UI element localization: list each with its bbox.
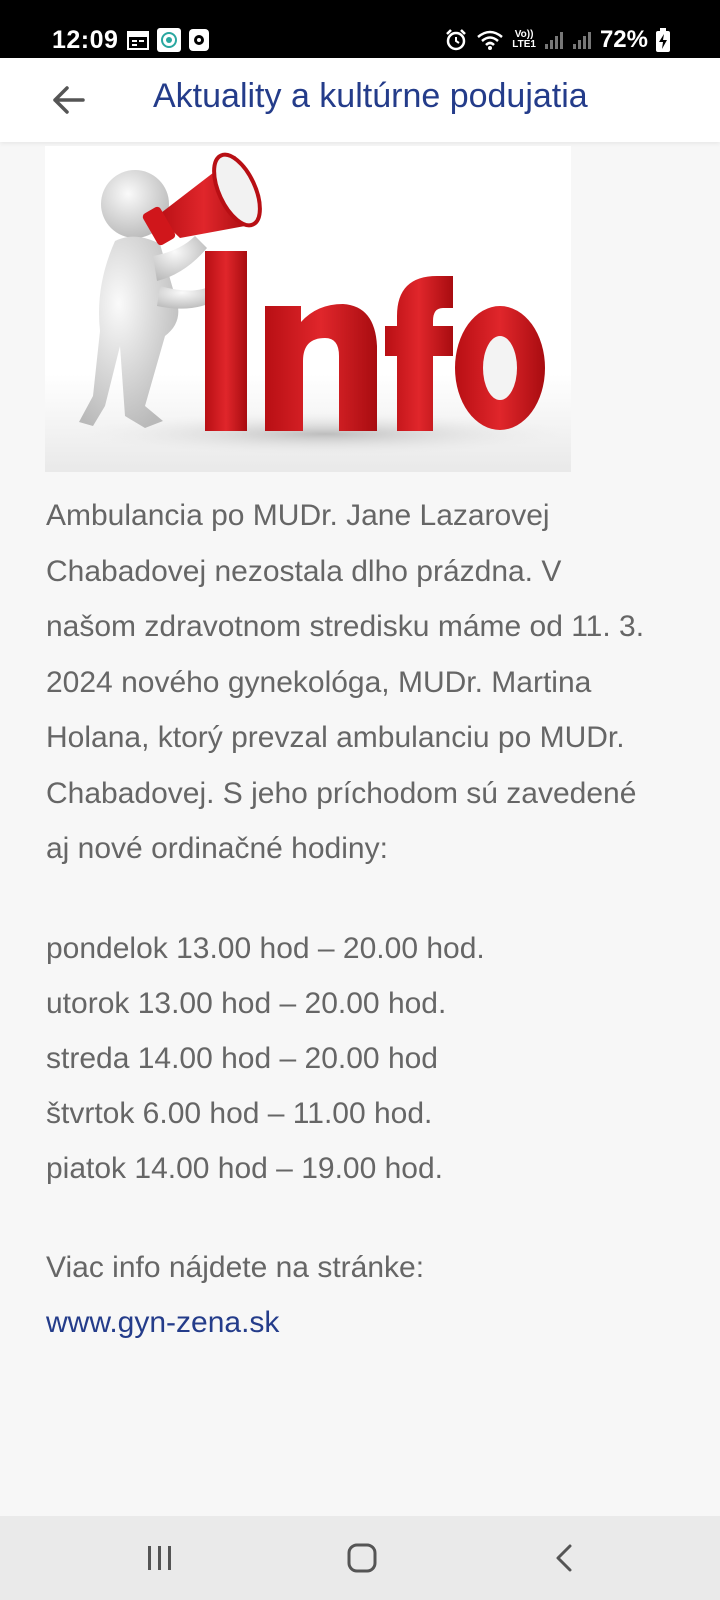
page-title: Aktuality a kultúrne podujatia xyxy=(153,77,588,115)
alarm-icon xyxy=(444,28,468,52)
calendar-icon xyxy=(127,30,149,50)
notification-icons xyxy=(127,28,209,52)
status-bar xyxy=(0,0,720,58)
info-hero-image xyxy=(45,146,571,472)
more-info-section xyxy=(46,1240,686,1351)
website-link[interactable]: www.gyn-zena.sk xyxy=(46,1306,280,1339)
recent-apps-icon xyxy=(145,1544,175,1572)
media-notification-icon xyxy=(189,29,209,51)
status-right xyxy=(444,26,670,54)
signal-icon-sim2 xyxy=(572,30,592,50)
article-paragraph: Ambulancia po MUDr. Jane Lazarovej Chabadovej nezostala dlho prázdna. V našom zdravotnom stredisku máme od 11. 3. 2024 nového gynekológa, MUDr. Martina Holana, ktorý prevzal ambulanciu po MUDr. Chabadovej. S jeho príchodom sú zavedené aj nové ordinačné hodiny: xyxy=(46,499,645,865)
office-hours-list xyxy=(46,921,686,1196)
lte-label: LTE1 xyxy=(512,39,536,50)
more-info-text: Viac info nájdete na stránke: xyxy=(46,1250,425,1284)
arrow-left-icon xyxy=(51,85,85,115)
home-button[interactable] xyxy=(332,1536,392,1580)
megaphone-figure-info-illustration xyxy=(45,146,571,472)
chevron-left-icon xyxy=(552,1543,576,1573)
battery-charging-icon xyxy=(656,28,670,52)
lte-indicator xyxy=(512,30,536,50)
hours-wednesday: streda 14.00 hod – 20.00 hod xyxy=(46,1041,438,1075)
home-icon xyxy=(346,1542,378,1574)
app-notification-icon xyxy=(157,28,181,52)
signal-icon-sim1 xyxy=(544,30,564,50)
back-button[interactable] xyxy=(44,76,92,124)
hours-tuesday: utorok 13.00 hod – 20.00 hod. xyxy=(46,986,447,1020)
hours-friday: piatok 14.00 hod – 19.00 hod. xyxy=(46,1151,444,1185)
status-time: 12:09 xyxy=(52,26,119,54)
nav-back-button[interactable] xyxy=(534,1536,594,1580)
article-body xyxy=(46,488,686,1351)
system-navigation-bar xyxy=(0,1516,720,1600)
volte-label: Vo)) xyxy=(514,29,534,40)
app-bar xyxy=(0,58,720,142)
recent-apps-button[interactable] xyxy=(130,1536,190,1580)
wifi-icon xyxy=(476,29,504,51)
hours-monday: pondelok 13.00 hod – 20.00 hod. xyxy=(46,931,485,965)
battery-percent: 72% xyxy=(599,26,648,53)
hours-thursday: štvrtok 6.00 hod – 11.00 hod. xyxy=(46,1096,433,1130)
